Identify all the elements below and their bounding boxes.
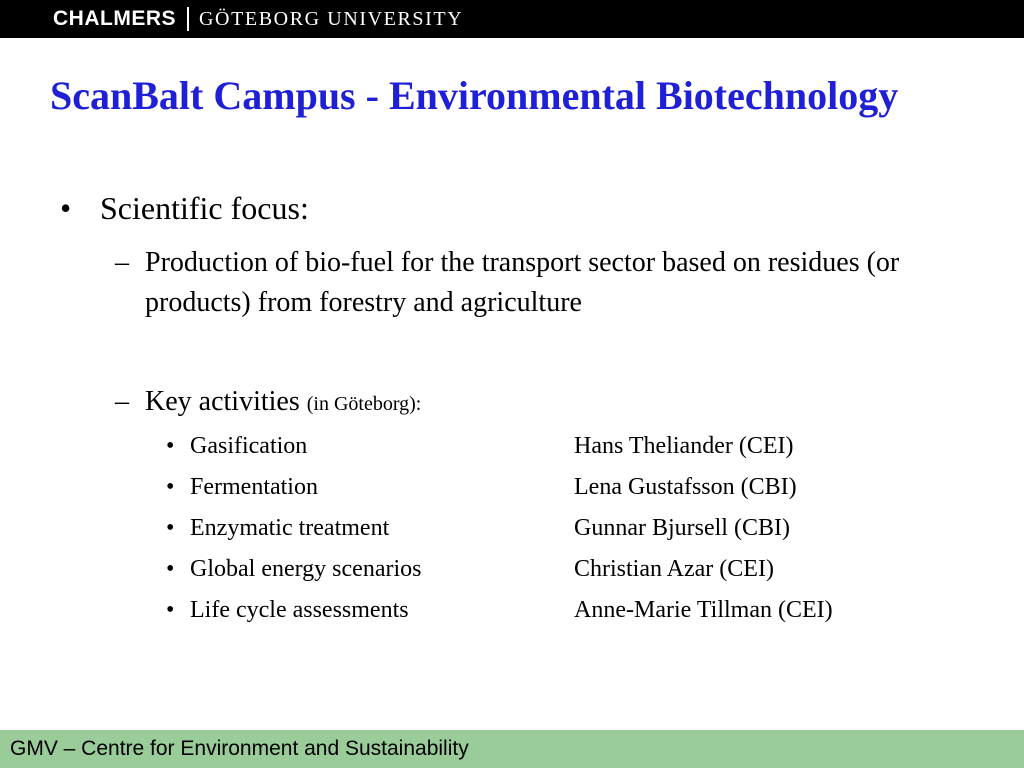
activity-name: Life cycle assessments [190,597,409,623]
activity-person: Christian Azar (CEI) [574,556,774,582]
activity-name: Fermentation [190,474,318,500]
logo-divider [187,7,189,31]
focus-description: Production of bio-fuel for the transport sector based on residues (or products) from forestry and agriculture [145,247,900,318]
slide-title: ScanBalt Campus - Environmental Biotechnology [50,73,899,118]
activity-person: Anne-Marie Tillman (CEI) [574,597,833,623]
bullet-mark: • [166,433,175,459]
footer-bar [0,730,1024,768]
dash-mark: – [115,247,129,278]
bullet-mark: • [166,597,175,623]
activity-person: Gunnar Bjursell (CBI) [574,515,790,541]
dash-mark: – [115,386,129,417]
footer-text: GMV – Centre for Environment and Sustainability [10,737,469,760]
bullet-mark: • [166,474,175,500]
activity-name: Gasification [190,433,308,459]
activity-person: Lena Gustafsson (CBI) [574,474,797,500]
scientific-focus-label: Scientific focus: [100,190,309,226]
bullet-mark: • [166,556,175,582]
scientific-focus-bullet [60,190,309,227]
chalmers-logo: CHALMERS [53,7,176,30]
activity-name: Enzymatic treatment [190,515,390,541]
key-activities-label: Key activities [145,386,300,417]
bullet-mark: • [166,515,175,541]
key-activities-note: (in Göteborg): [306,393,422,415]
bullet-mark: • [60,190,72,226]
key-activities-item [115,382,421,424]
focus-description-item [115,243,915,323]
activity-name: Global energy scenarios [190,556,422,582]
activity-person: Hans Theliander (CEI) [574,433,794,459]
goteborg-university-logo: GÖTEBORG UNIVERSITY [199,7,464,30]
header-bar [0,0,1024,38]
